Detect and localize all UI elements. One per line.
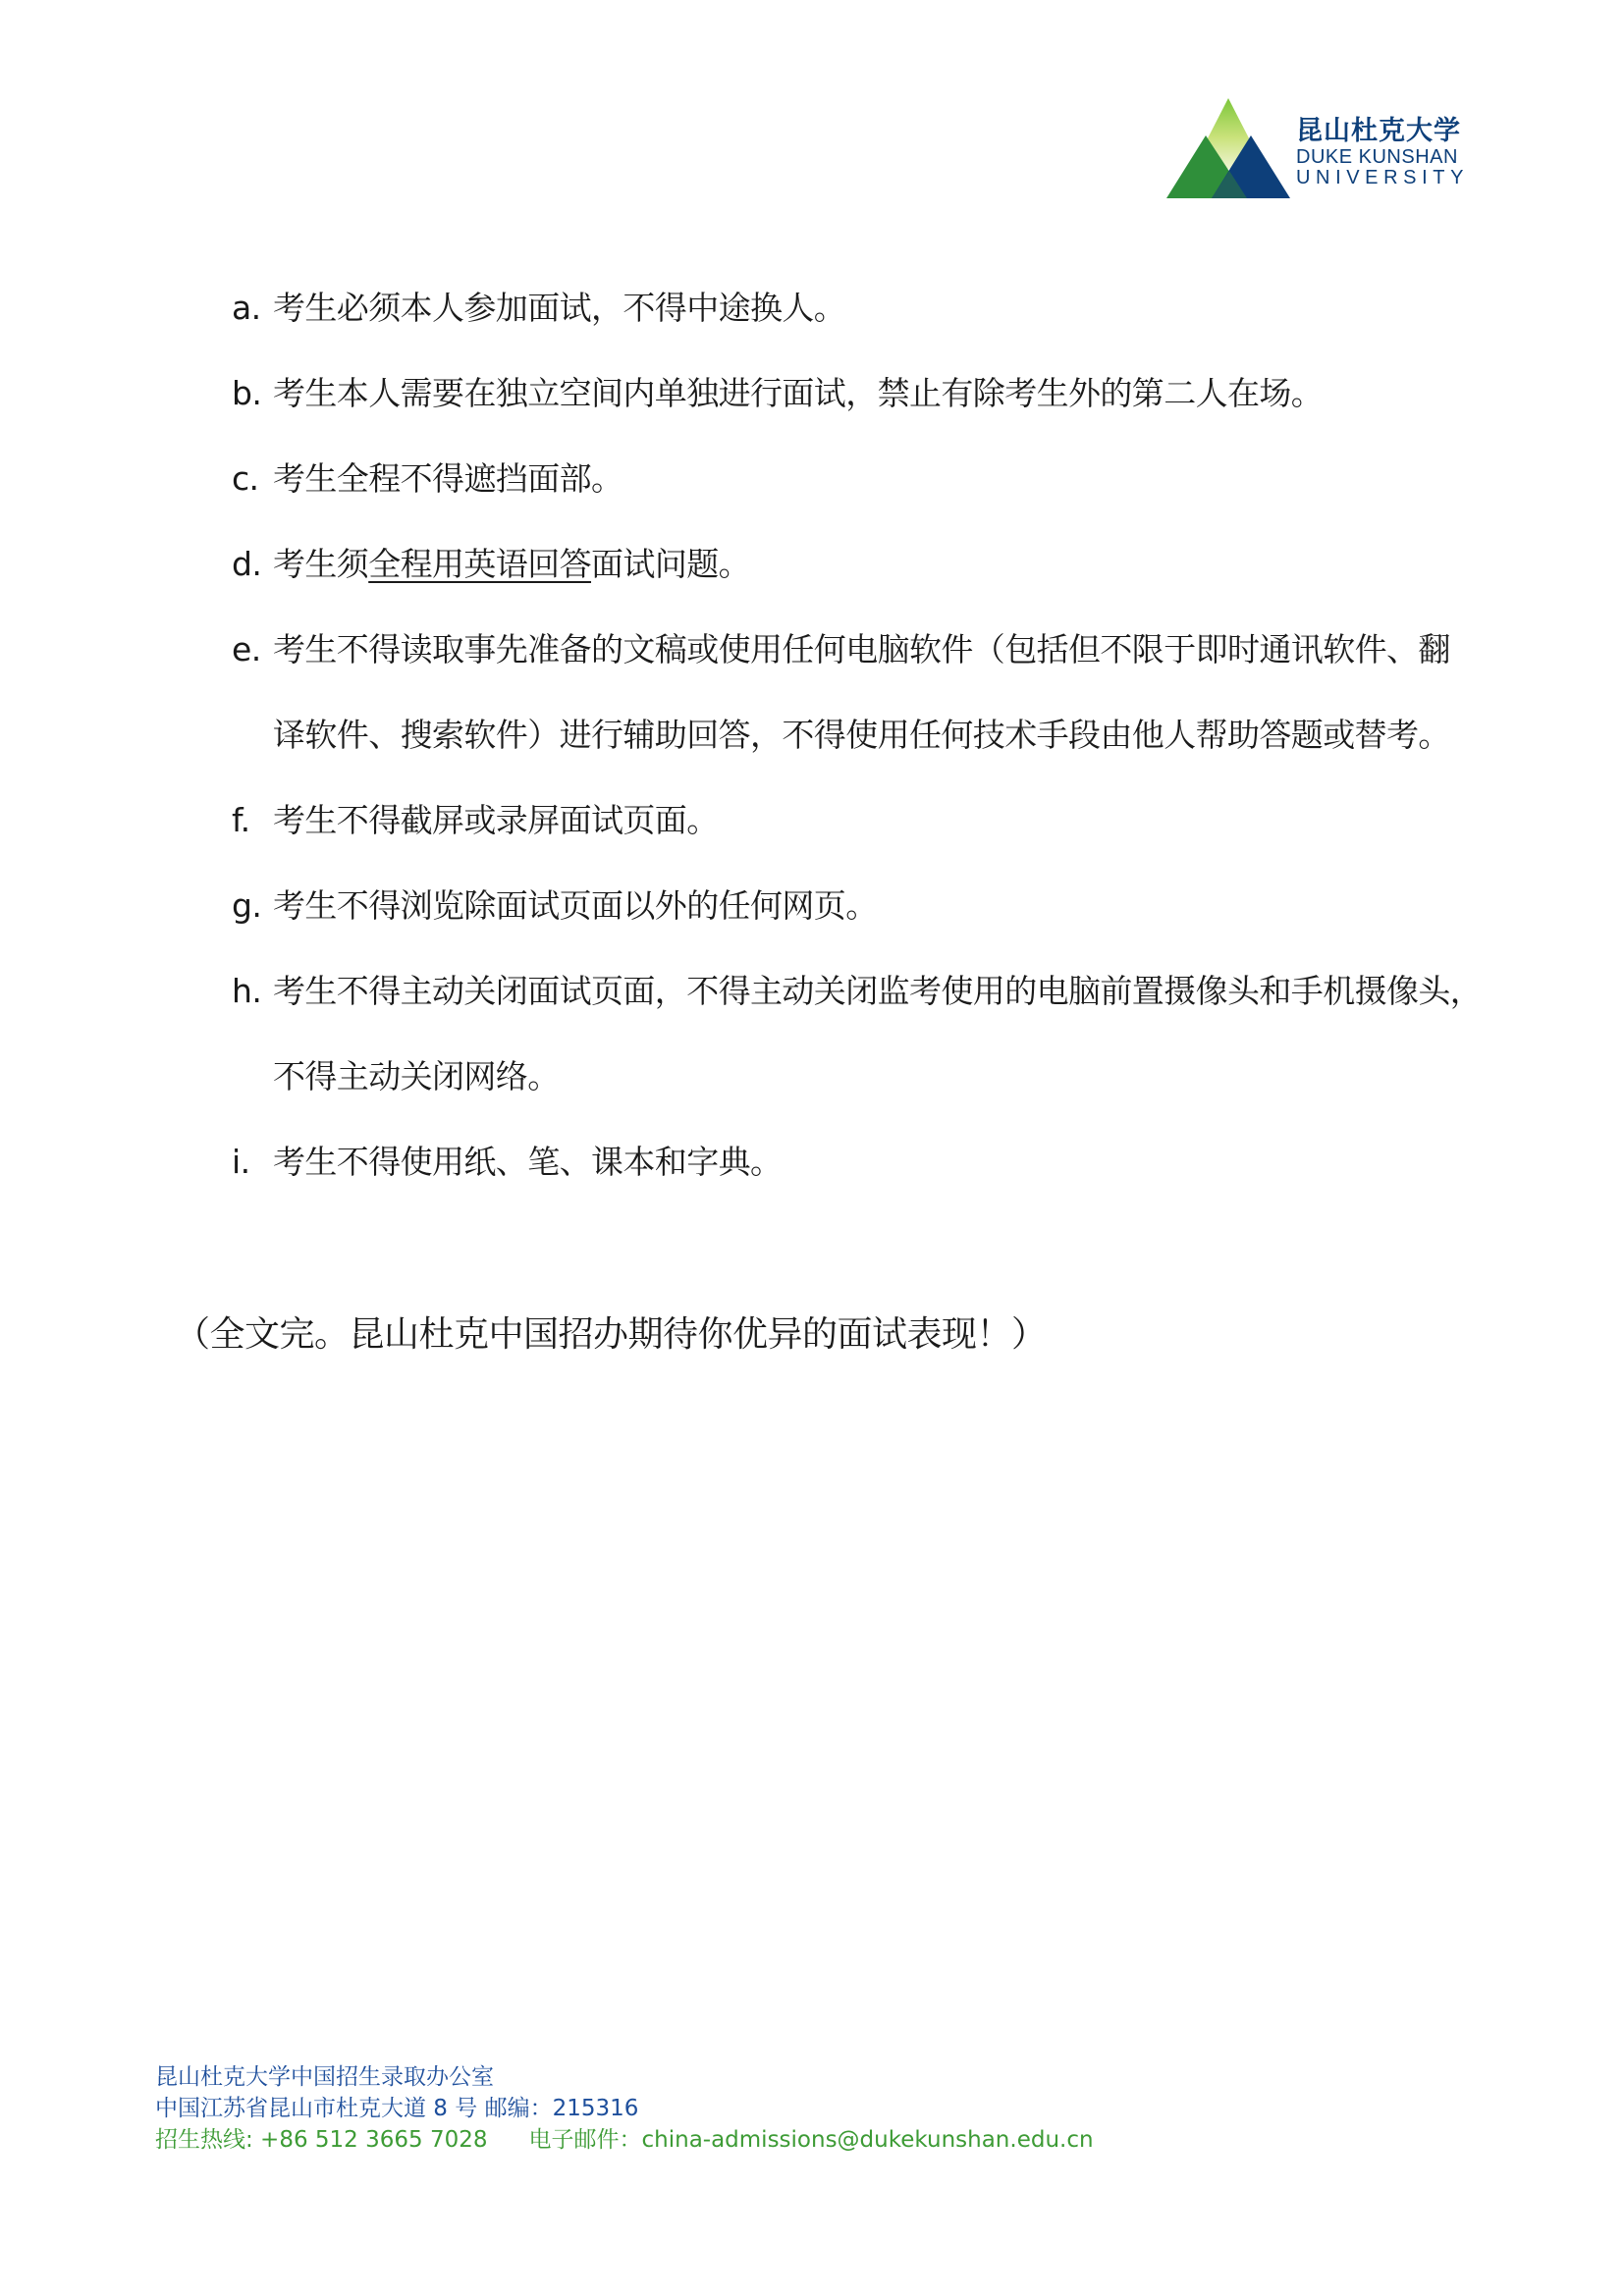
footer-email-link[interactable]: 电子邮件：china-admissions@dukekunshan.edu.cn <box>528 2127 1094 2153</box>
university-logo <box>1166 96 1490 202</box>
rule-item-i <box>232 1119 1508 1204</box>
rule-marker: a. <box>232 289 261 327</box>
rule-text <box>273 630 1450 754</box>
rule-text <box>273 972 1482 1095</box>
mountain-logo-icon <box>1166 96 1290 198</box>
rule-marker: c. <box>232 459 259 498</box>
rule-item-d <box>232 521 1508 607</box>
rule-text: 考生不得使用纸、笔、课本和字典。 <box>273 1143 783 1181</box>
rule-marker: h. <box>232 972 262 1010</box>
footer-contact-line <box>155 2124 1094 2156</box>
rule-text: 考生不得浏览除面试页面以外的任何网页。 <box>273 886 878 925</box>
rule-item-f <box>232 777 1508 863</box>
rule-text-line2: 不得主动关闭网络。 <box>273 1057 560 1095</box>
rule-text: 考生全程不得遮挡面部。 <box>273 459 623 498</box>
rule-marker: i. <box>232 1143 250 1181</box>
rule-text-before: 考生须 <box>273 545 369 583</box>
rule-item-b <box>232 350 1508 436</box>
logo-wordmark <box>1296 116 1492 188</box>
rule-marker: b. <box>232 374 262 412</box>
footer-address: 中国江苏省昆山市杜克大道 8 号 邮编：215316 <box>155 2096 639 2121</box>
footer-office-name: 昆山杜克大学中国招生录取办公室 <box>155 2064 494 2090</box>
rule-text-line2: 译软件、搜索软件）进行辅助回答，不得使用任何技术手段由他人帮助答题或替考。 <box>273 716 1450 754</box>
rule-marker: f. <box>232 801 250 839</box>
rule-marker: e. <box>232 630 261 668</box>
rule-text-line1: 考生不得主动关闭面试页面，不得主动关闭监考使用的电脑前置摄像头和手机摄像头， <box>273 972 1483 1010</box>
closing-statement: （全文完。昆山杜克中国招办期待你优异的面试表现！） <box>175 1314 1047 1355</box>
rule-marker: d. <box>232 545 262 583</box>
logo-english-name-line2: UNIVERSITY <box>1296 167 1470 188</box>
rule-item-h <box>232 948 1508 1119</box>
rule-item-c <box>232 436 1508 521</box>
logo-english-name-line1: DUKE KUNSHAN <box>1296 146 1458 168</box>
logo-chinese-name: 昆山杜克大学 <box>1296 116 1461 146</box>
rule-text-after: 面试问题。 <box>591 545 751 583</box>
rule-text: 考生本人需要在独立空间内单独进行面试，禁止有除考生外的第二人在场。 <box>273 374 1324 412</box>
rule-text <box>273 545 750 583</box>
interview-rules-list <box>232 265 1508 1204</box>
footer-contact-info <box>155 2061 1094 2156</box>
footer-hotline: 招生热线: +86 512 3665 7028 <box>155 2127 488 2153</box>
rule-item-a <box>232 265 1508 350</box>
rule-item-g <box>232 863 1508 948</box>
rule-text: 考生必须本人参加面试，不得中途换人。 <box>273 289 846 327</box>
rule-item-e <box>232 607 1508 777</box>
rule-text-underlined: 全程用英语回答 <box>368 545 592 583</box>
rule-text-line1: 考生不得读取事先准备的文稿或使用任何电脑软件（包括但不限于即时通讯软件、翻 <box>273 630 1450 668</box>
rule-text: 考生不得截屏或录屏面试页面。 <box>273 801 719 839</box>
rule-marker: g. <box>232 886 262 925</box>
